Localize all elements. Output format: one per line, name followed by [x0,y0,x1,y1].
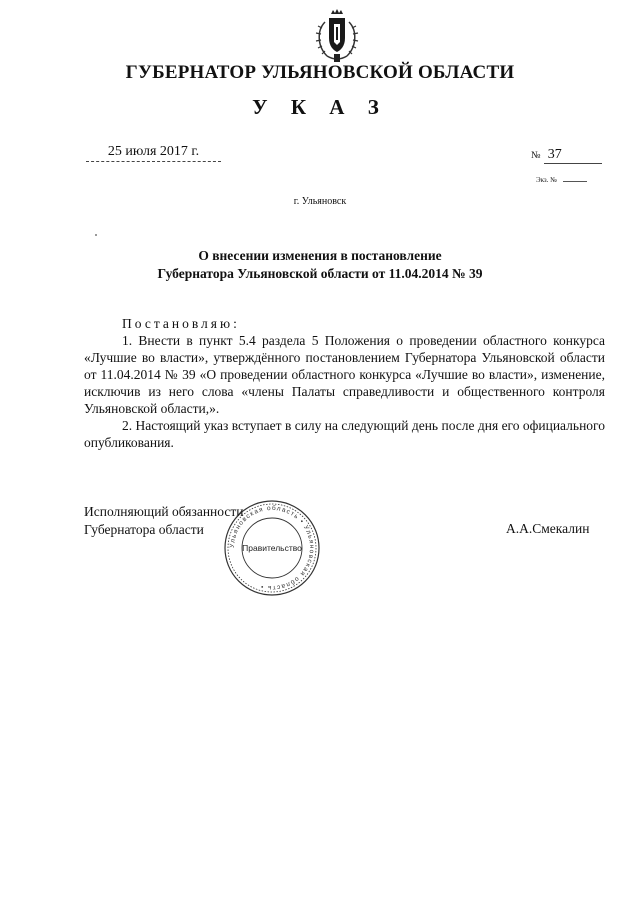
document-date: 25 июля 2017 г. [107,144,200,159]
paragraph-2: 2. Настоящий указ вступает в силу на следующий день после дня его официального опубликования. [84,418,605,450]
document-number-block [531,146,603,164]
signer-name: А.А.Смекалин [506,521,590,536]
number-sign: № [531,150,541,161]
document-title [0,247,640,283]
paragraph-1: 1. Внести в пункт 5.4 раздела 5 Положения о проведении областного конкурса «Лучшие во власти», утверждённого постановлением Губернатора Ульяновской области от 11.04.2014 № 39 «О проведении областного конкурса «Лучшие во власти», изменение, исключив из него слова «члены Палаты справедливости и общественного контроля Ульяновской области,». [84,333,605,416]
document-body [84,315,605,451]
coat-of-arms-icon [307,8,367,68]
official-seal-icon [222,498,322,598]
signer-position-line-1: Исполняющий обязанности [84,504,244,519]
copy-number-blank [563,181,587,182]
copy-number-block [536,176,587,184]
issuing-authority: ГУБЕРНАТОР УЛЬЯНОВСКОЙ ОБЛАСТИ [125,62,515,83]
date-underline [86,161,221,162]
document-date-block [86,144,221,162]
document-number: 37 [544,147,602,164]
copy-number-label: Экз. № [536,176,557,184]
seal-graphic [222,498,322,598]
seal-center-text: Правительство [242,543,302,553]
scan-speck [95,234,97,236]
coat-of-arms-graphic [307,8,367,68]
title-line-1: О внесении изменения в постановление [198,248,442,263]
seal-ring-text: Ульяновская область • Ульяновская область • [228,504,316,592]
signer-position-line-2: Губернатора области [84,522,204,537]
signer-position [84,503,243,539]
title-line-2: Губернатора Ульяновской области от 11.04.2014 № 39 [157,266,483,281]
document-type: У К А З [252,95,388,119]
place-of-issue: г. Ульяновск [293,196,347,207]
decree-word: Постановляю: [122,316,240,331]
